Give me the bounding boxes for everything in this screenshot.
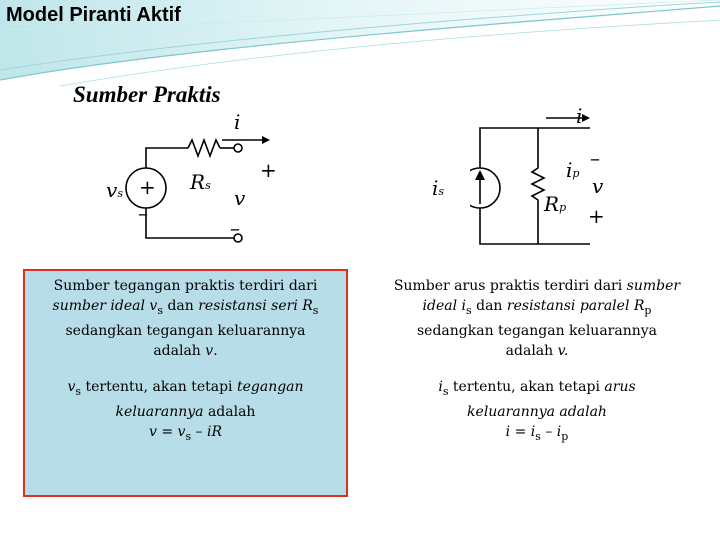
output-terminal-top <box>234 144 242 152</box>
left-output-plus: + <box>260 158 277 182</box>
series-resistor <box>188 140 220 156</box>
right-resistor-label: Rp <box>544 192 567 216</box>
left-output-voltage: v <box>234 186 246 210</box>
left-source-label: vs <box>106 178 123 202</box>
current-source-circuit <box>470 110 600 250</box>
parallel-resistor <box>532 128 544 244</box>
right-output-minus: – <box>590 146 600 170</box>
source-plus: + <box>139 175 156 199</box>
current-source-description: Sumber arus praktis terdiri dari sumber ideal $i_s$ dan resistansi paralel $R_p$ sedangkan tegangan keluarannya adalah v. $i_s$ tertentu, akan tetapi arus keluarannya adalah $i = i_s - i_p$ <box>393 278 681 443</box>
voltage-source-description: Sumber tegangan praktis terdiri dari sumber ideal $v_s$ dan resistansi seri $R_s$ sedangkan tegangan keluarannya adalah v. $v_s$ tertentu, akan tetapi tegangan keluarannya adalah $v = v_s$ – iR <box>52 278 319 443</box>
current-source-symbol <box>470 168 500 208</box>
right-source-label: is <box>432 176 445 200</box>
left-output-minus: – <box>230 216 240 240</box>
source-minus: – <box>138 201 148 225</box>
section-title: Sumber Praktis <box>73 82 221 107</box>
right-output-voltage: v <box>592 174 604 198</box>
right-branch-current: ip <box>566 158 580 182</box>
right-output-plus: + <box>588 204 605 228</box>
left-current-label: i <box>234 110 241 134</box>
page-title: Model Piranti Aktif <box>6 4 181 26</box>
right-current-label: i <box>576 104 583 128</box>
left-resistor-label: Rs <box>190 170 211 194</box>
